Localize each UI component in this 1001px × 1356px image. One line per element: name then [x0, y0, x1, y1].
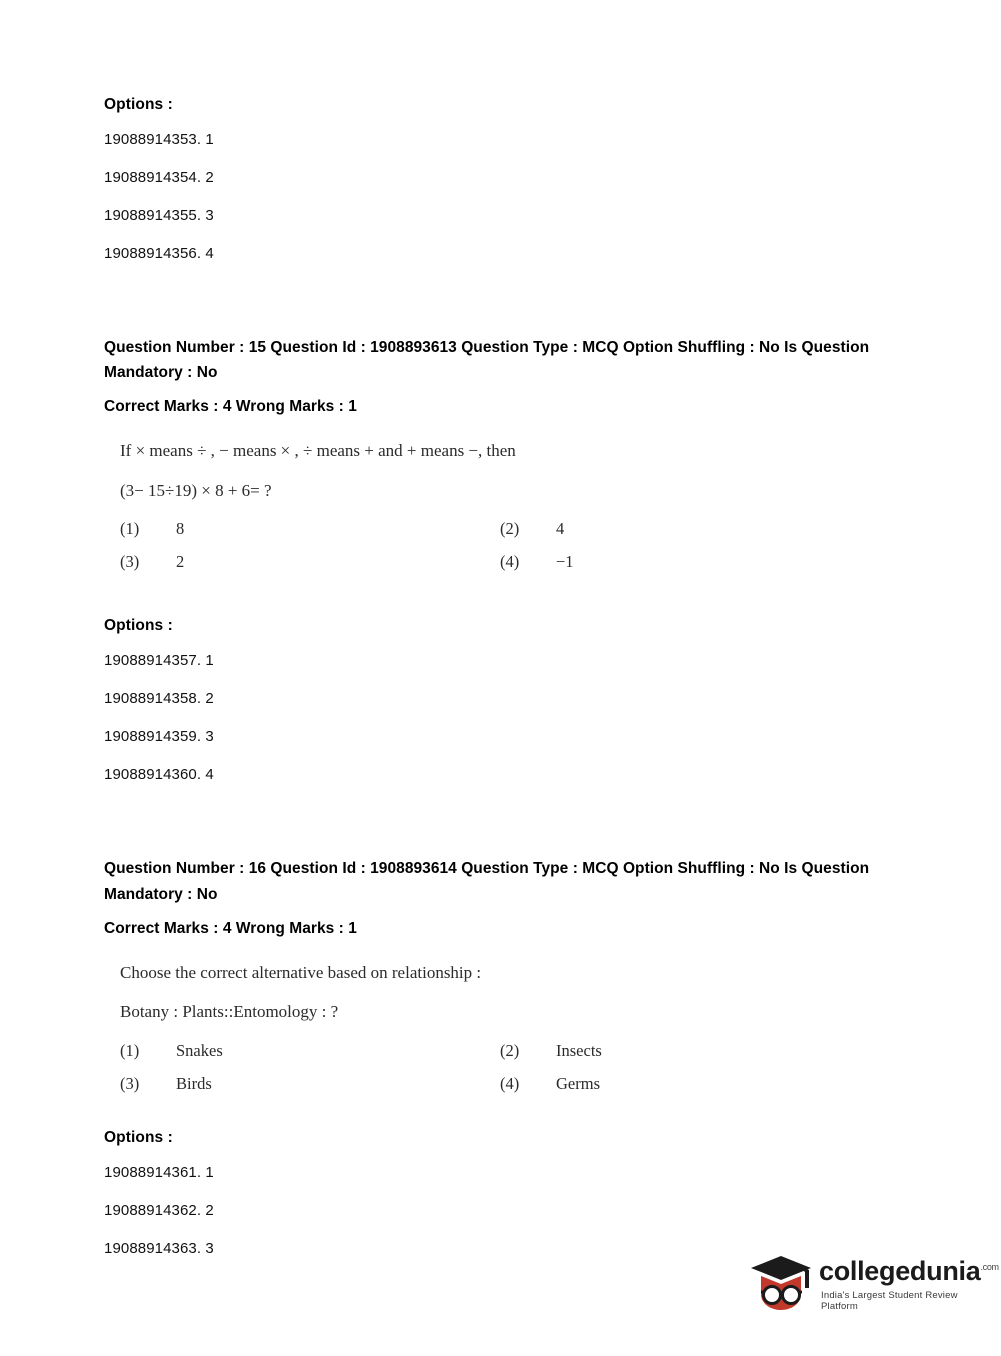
question-stem-line: Botany : Plants::Entomology : ? [120, 1002, 339, 1022]
choice-value: −1 [556, 552, 574, 572]
option-id-line: 19088914360. 4 [104, 766, 214, 784]
choice-number: (3) [120, 552, 140, 572]
collegedunia-watermark [741, 1242, 999, 1324]
choice-number: (4) [500, 1073, 520, 1093]
choice-grid [120, 1039, 901, 1095]
spacer [104, 283, 901, 335]
option-id-line: 19088914353. 1 [104, 131, 214, 148]
question-body [104, 438, 901, 573]
watermark-brand-name: collegedunia [819, 1256, 981, 1286]
choice-grid [120, 517, 901, 573]
options-title: Options : [104, 1128, 173, 1146]
question-stem-line: Choose the correct alternative based on relationship : [120, 962, 482, 982]
option-id-line: 19088914363. 3 [104, 1239, 214, 1257]
choice-item[interactable] [120, 1072, 500, 1095]
question-marks: Correct Marks : 4 Wrong Marks : 1 [104, 919, 357, 937]
options-title: Options : [104, 96, 173, 113]
watermark-brand-suffix: .com [980, 1262, 999, 1272]
choice-item[interactable] [500, 1039, 901, 1062]
choice-value: 8 [176, 519, 185, 539]
choice-number: (3) [120, 1073, 140, 1093]
options-title: Options : [104, 617, 173, 635]
option-id-line: 19088914357. 1 [104, 652, 214, 670]
question-header: Question Number : 15 Question Id : 1908893613 Question Type : MCQ Option Shuffling : No Is Question Mandatory : No [104, 339, 870, 382]
graduate-logo-icon [745, 1248, 817, 1320]
choice-item[interactable] [120, 1039, 500, 1062]
question-body [104, 960, 901, 1095]
option-id-line: 19088914358. 2 [104, 690, 214, 708]
spacer [104, 573, 901, 617]
choice-item[interactable] [500, 550, 901, 573]
choice-value: Germs [556, 1073, 600, 1093]
choice-item[interactable] [500, 517, 901, 540]
option-id-line: 19088914361. 1 [104, 1163, 214, 1181]
question-block-16 [104, 856, 901, 1256]
question-stem-line: (3− 15÷19) × 8 + 6= ? [120, 480, 272, 500]
choice-item[interactable] [120, 517, 500, 540]
spacer [104, 1095, 901, 1129]
question-stem-line: If × means ÷ , − means × , ÷ means + and + means −, then [120, 441, 516, 461]
choice-number: (1) [120, 519, 140, 539]
option-id-line: 19088914355. 3 [104, 207, 214, 224]
choice-item[interactable] [120, 550, 500, 573]
options-block-previous [104, 96, 901, 262]
option-id-line: 19088914354. 2 [104, 169, 214, 186]
choice-value: Birds [176, 1073, 212, 1093]
choice-value: 2 [176, 552, 185, 572]
option-id-line: 19088914362. 2 [104, 1201, 214, 1219]
option-id-line: 19088914359. 3 [104, 728, 214, 746]
question-marks: Correct Marks : 4 Wrong Marks : 1 [104, 398, 357, 416]
spacer [104, 804, 901, 856]
question-block-15 [104, 335, 901, 783]
choice-number: (1) [120, 1040, 140, 1060]
choice-number: (2) [500, 519, 520, 539]
choice-value: 4 [556, 519, 565, 539]
question-header: Question Number : 16 Question Id : 1908893614 Question Type : MCQ Option Shuffling : No Is Question Mandatory : No [104, 860, 870, 903]
choice-value: Insects [556, 1040, 602, 1060]
choice-item[interactable] [500, 1072, 901, 1095]
watermark-tagline: India's Largest Student Review Platform [821, 1290, 958, 1312]
choice-number: (2) [500, 1040, 520, 1060]
watermark-brand [819, 1256, 999, 1287]
option-id-line: 19088914356. 4 [104, 245, 214, 262]
choice-number: (4) [500, 552, 520, 572]
choice-value: Snakes [176, 1040, 223, 1060]
